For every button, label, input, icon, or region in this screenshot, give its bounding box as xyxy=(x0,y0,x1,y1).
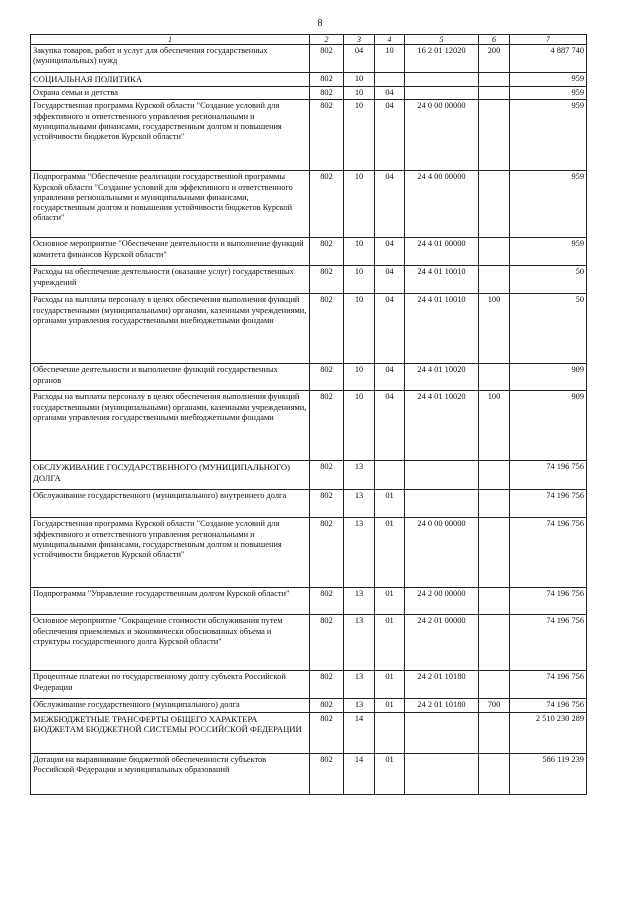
row-code: 24 2 01 10180 xyxy=(405,671,479,699)
row-code xyxy=(405,461,479,490)
row-code: 10 xyxy=(344,100,375,171)
row-code: 13 xyxy=(344,615,375,671)
row-code: 802 xyxy=(310,266,344,294)
table-row xyxy=(31,391,587,461)
table-row xyxy=(31,615,587,671)
row-code: 04 xyxy=(375,266,405,294)
row-name: Дотации на выравнивание бюджетной обеспеченности субъектов Российской Федерации и муниципальных образований xyxy=(31,753,310,794)
row-name: Обслуживание государственного (муниципального) долга xyxy=(31,699,310,712)
column-header: 4 xyxy=(375,35,405,45)
row-code: 13 xyxy=(344,588,375,615)
table-row xyxy=(31,364,587,391)
row-amount: 959 xyxy=(510,100,587,171)
row-amount: 74 196 756 xyxy=(510,671,587,699)
table-row xyxy=(31,588,587,615)
table-row xyxy=(31,238,587,266)
row-code: 13 xyxy=(344,518,375,588)
row-amount: 74 196 756 xyxy=(510,518,587,588)
row-code: 24 4 01 10020 xyxy=(405,364,479,391)
row-code: 04 xyxy=(375,391,405,461)
row-code xyxy=(479,100,510,171)
column-header: 6 xyxy=(479,35,510,45)
row-code: 802 xyxy=(310,461,344,490)
row-amount: 959 xyxy=(510,73,587,87)
table-header-row xyxy=(31,35,587,45)
row-amount: 50 xyxy=(510,266,587,294)
row-code: 01 xyxy=(375,753,405,794)
row-amount: 909 xyxy=(510,364,587,391)
row-code: 802 xyxy=(310,391,344,461)
row-code: 24 2 01 00000 xyxy=(405,615,479,671)
table-row xyxy=(31,294,587,364)
row-amount: 74 196 756 xyxy=(510,461,587,490)
row-code xyxy=(405,73,479,87)
row-code: 700 xyxy=(479,699,510,712)
row-code: 13 xyxy=(344,699,375,712)
row-code: 01 xyxy=(375,588,405,615)
row-code xyxy=(479,238,510,266)
row-name: Основное мероприятие "Сокращение стоимости обслуживания путем обеспечения приемлемых и экономически обоснованных объема и структуры государственного долга Курской области" xyxy=(31,615,310,671)
row-code xyxy=(479,588,510,615)
column-header: 1 xyxy=(31,35,310,45)
row-code: 04 xyxy=(375,238,405,266)
row-code: 24 4 01 00000 xyxy=(405,238,479,266)
row-amount: 586 119 239 xyxy=(510,753,587,794)
row-code xyxy=(479,266,510,294)
row-code: 04 xyxy=(375,171,405,238)
row-code: 24 2 00 00000 xyxy=(405,588,479,615)
row-amount: 74 196 756 xyxy=(510,615,587,671)
row-amount: 74 196 756 xyxy=(510,490,587,518)
row-code: 04 xyxy=(375,87,405,100)
column-header: 2 xyxy=(310,35,344,45)
row-name: СОЦИАЛЬНАЯ ПОЛИТИКА xyxy=(31,73,310,87)
row-code: 24 2 01 10180 xyxy=(405,699,479,712)
row-code xyxy=(405,490,479,518)
row-code: 10 xyxy=(344,238,375,266)
row-amount: 909 xyxy=(510,391,587,461)
row-code: 10 xyxy=(375,45,405,73)
row-code: 802 xyxy=(310,588,344,615)
row-name: Подпрограмма "Обеспечение реализации государственной программы Курской области "Создание условий для эффективного и ответственного управления региональными и муниципальными финансами, государственным долгом и повышения устойчивости бюджетов Курской области" xyxy=(31,171,310,238)
row-name: Государственная программа Курской области "Создание условий для эффективного и ответственного управления региональными и муниципальными финансами, государственным долгом и повышения устойчивости бюджетов Курской области" xyxy=(31,518,310,588)
row-code: 802 xyxy=(310,490,344,518)
row-name: ОБСЛУЖИВАНИЕ ГОСУДАРСТВЕННОГО (МУНИЦИПАЛЬНОГО) ДОЛГА xyxy=(31,461,310,490)
row-code: 802 xyxy=(310,73,344,87)
table-row xyxy=(31,753,587,794)
table-row xyxy=(31,712,587,753)
row-code: 802 xyxy=(310,518,344,588)
row-code: 24 4 00 00000 xyxy=(405,171,479,238)
row-code: 10 xyxy=(344,73,375,87)
row-code: 100 xyxy=(479,391,510,461)
column-header: 3 xyxy=(344,35,375,45)
row-code: 16 2 01 12020 xyxy=(405,45,479,73)
row-code xyxy=(375,73,405,87)
row-code: 04 xyxy=(375,364,405,391)
row-code: 802 xyxy=(310,294,344,364)
row-code: 13 xyxy=(344,671,375,699)
row-code: 802 xyxy=(310,171,344,238)
row-code: 802 xyxy=(310,87,344,100)
row-code: 802 xyxy=(310,364,344,391)
row-code: 04 xyxy=(375,294,405,364)
row-code: 802 xyxy=(310,671,344,699)
row-code xyxy=(479,615,510,671)
row-code: 802 xyxy=(310,712,344,753)
row-code xyxy=(479,490,510,518)
row-code: 802 xyxy=(310,615,344,671)
row-code: 200 xyxy=(479,45,510,73)
row-code xyxy=(479,712,510,753)
row-amount: 959 xyxy=(510,171,587,238)
row-amount: 74 196 756 xyxy=(510,588,587,615)
table-row xyxy=(31,461,587,490)
row-code: 24 4 01 10010 xyxy=(405,266,479,294)
row-code: 13 xyxy=(344,490,375,518)
row-code: 10 xyxy=(344,294,375,364)
row-code xyxy=(405,712,479,753)
table-row xyxy=(31,87,587,100)
table-row xyxy=(31,699,587,712)
row-code: 24 4 01 10020 xyxy=(405,391,479,461)
row-name: Основное мероприятие "Обеспечение деятельности и выполнение функций комитета финансов Курской области" xyxy=(31,238,310,266)
row-code xyxy=(375,712,405,753)
row-name: Обеспечение деятельности и выполнение функций государственных органов xyxy=(31,364,310,391)
row-code xyxy=(405,87,479,100)
row-name: МЕЖБЮДЖЕТНЫЕ ТРАНСФЕРТЫ ОБЩЕГО ХАРАКТЕРА БЮДЖЕТАМ БЮДЖЕТНОЙ СИСТЕМЫ РОССИЙСКОЙ ФЕДЕРАЦИИ xyxy=(31,712,310,753)
row-code: 802 xyxy=(310,100,344,171)
row-code: 14 xyxy=(344,712,375,753)
row-name: Обслуживание государственного (муниципального) внутреннего долга xyxy=(31,490,310,518)
table-row xyxy=(31,45,587,73)
row-code: 01 xyxy=(375,671,405,699)
row-code: 802 xyxy=(310,699,344,712)
row-code: 10 xyxy=(344,391,375,461)
table-row xyxy=(31,671,587,699)
row-name: Охрана семьи и детства xyxy=(31,87,310,100)
row-code xyxy=(479,171,510,238)
row-code: 10 xyxy=(344,364,375,391)
row-amount: 50 xyxy=(510,294,587,364)
row-code xyxy=(375,461,405,490)
row-code: 01 xyxy=(375,490,405,518)
row-name: Расходы на обеспечение деятельности (оказание услуг) государственных учреждений xyxy=(31,266,310,294)
row-code: 01 xyxy=(375,615,405,671)
row-amount: 74 196 756 xyxy=(510,699,587,712)
row-code: 14 xyxy=(344,753,375,794)
row-amount: 959 xyxy=(510,238,587,266)
table-row xyxy=(31,100,587,171)
row-code xyxy=(479,461,510,490)
row-code xyxy=(479,518,510,588)
budget-table xyxy=(30,34,587,795)
row-code: 01 xyxy=(375,699,405,712)
table-row xyxy=(31,171,587,238)
row-code xyxy=(479,753,510,794)
row-code: 24 4 01 10010 xyxy=(405,294,479,364)
row-code xyxy=(479,73,510,87)
row-code: 13 xyxy=(344,461,375,490)
row-name: Процентные платежи по государственному долгу субъекта Российской Федерации xyxy=(31,671,310,699)
row-code: 24 0 00 00000 xyxy=(405,518,479,588)
row-name: Подпрограмма "Управление государственным долгом Курской области" xyxy=(31,588,310,615)
row-code: 100 xyxy=(479,294,510,364)
row-code: 802 xyxy=(310,753,344,794)
row-code xyxy=(479,87,510,100)
column-header: 5 xyxy=(405,35,479,45)
row-code xyxy=(479,364,510,391)
row-name: Расходы на выплаты персоналу в целях обеспечения выполнения функций государственными (муниципальными) органами, казенными учреждениями, органами управления государственными внебюджетными фондами xyxy=(31,391,310,461)
column-header: 7 xyxy=(510,35,587,45)
row-amount: 2 510 230 289 xyxy=(510,712,587,753)
row-name: Закупка товаров, работ и услуг для обеспечения государственных (муниципальных) нужд xyxy=(31,45,310,73)
row-code: 01 xyxy=(375,518,405,588)
row-code: 10 xyxy=(344,87,375,100)
row-code: 802 xyxy=(310,45,344,73)
row-code: 04 xyxy=(344,45,375,73)
row-code: 04 xyxy=(375,100,405,171)
row-amount: 4 887 740 xyxy=(510,45,587,73)
row-code: 802 xyxy=(310,238,344,266)
row-name: Государственная программа Курской области "Создание условий для эффективного и ответственного управления региональными и муниципальными финансами, государственным долгом и повышения устойчивости бюджетов Курской области" xyxy=(31,100,310,171)
table-row xyxy=(31,73,587,87)
row-code: 24 0 00 00000 xyxy=(405,100,479,171)
row-code xyxy=(479,671,510,699)
table-row xyxy=(31,266,587,294)
row-code: 10 xyxy=(344,171,375,238)
table-row xyxy=(31,518,587,588)
row-code xyxy=(405,753,479,794)
row-name: Расходы на выплаты персоналу в целях обеспечения выполнения функций государственными (муниципальными) органами, казенными учреждениями, органами управления государственными внебюджетными фондами xyxy=(31,294,310,364)
page-number: 8 xyxy=(317,18,323,29)
row-amount: 959 xyxy=(510,87,587,100)
table-row xyxy=(31,490,587,518)
row-code: 10 xyxy=(344,266,375,294)
